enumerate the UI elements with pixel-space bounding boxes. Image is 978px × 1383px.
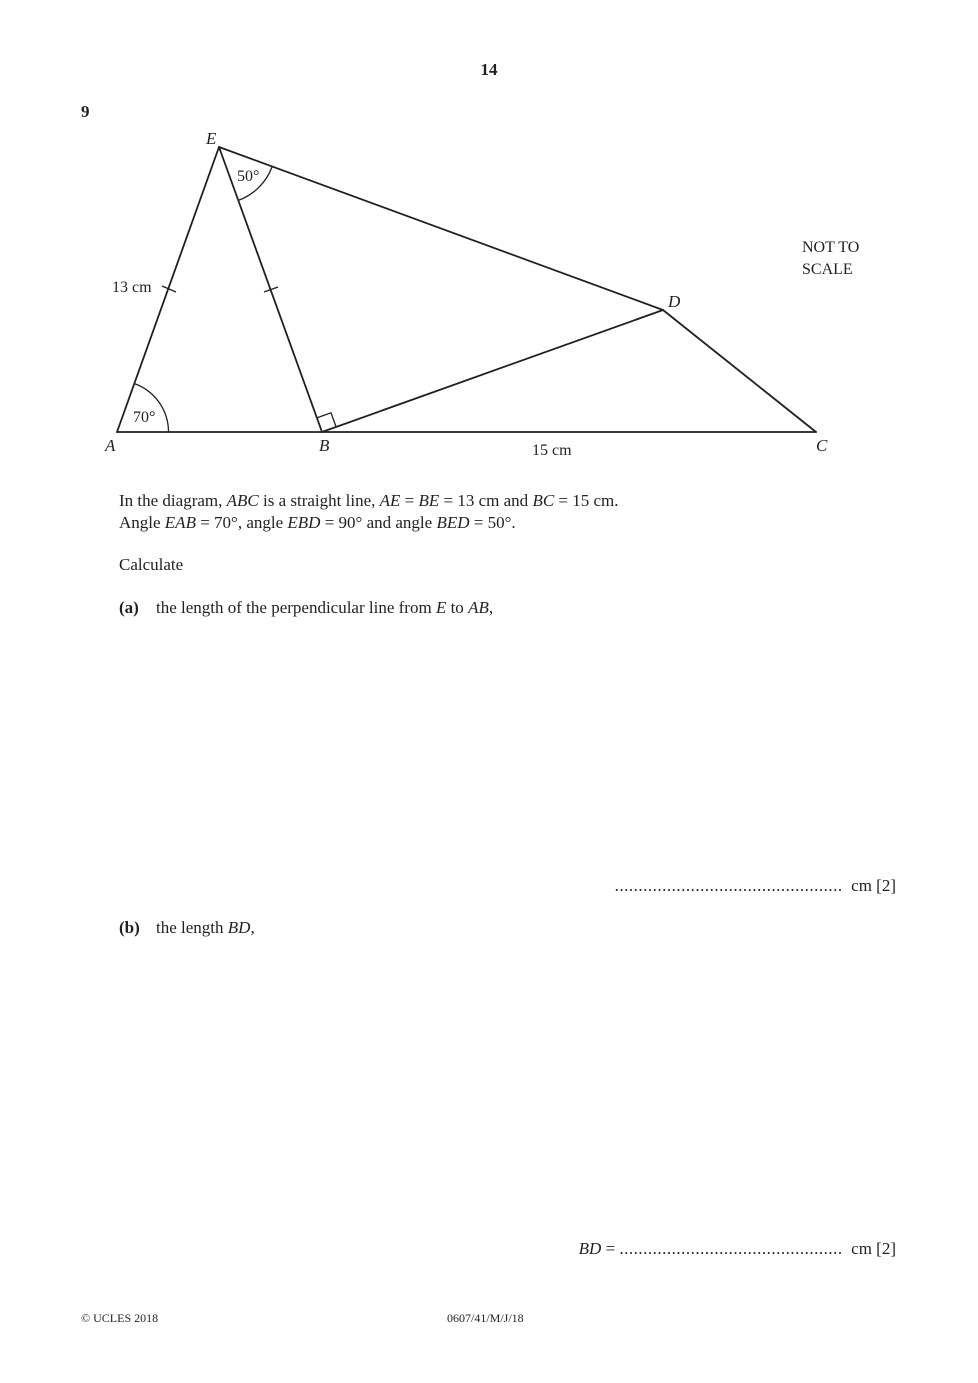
footer-paper-code: 0607/41/M/J/18 xyxy=(447,1311,524,1325)
side-label-ae: 13 cm xyxy=(112,279,152,296)
calculate-instruction: Calculate xyxy=(119,555,184,574)
part-b-answer-prefix: BD xyxy=(578,1239,602,1258)
vertex-label-c: C xyxy=(816,436,828,455)
not-to-scale-line1: NOT TO xyxy=(802,239,860,256)
side-label-bc: 15 cm xyxy=(532,442,572,459)
part-b-question: (b) the length BD, xyxy=(119,918,255,937)
part-b-answer-line[interactable]: BD = ............................................... cm [2] xyxy=(578,1239,896,1258)
line-bd xyxy=(322,310,663,432)
part-b-label: (b) xyxy=(119,918,140,937)
line-dc xyxy=(663,310,816,432)
part-a-answer-dots[interactable]: ................................................ xyxy=(614,876,843,895)
line-ed xyxy=(219,147,663,310)
angle-label-e: 50° xyxy=(237,168,260,185)
angle-label-a: 70° xyxy=(133,409,156,426)
part-a-answer-line[interactable] xyxy=(615,875,896,897)
vertex-label-e: E xyxy=(206,129,217,148)
part-a-answer-unit: cm [2] xyxy=(851,876,896,895)
vertex-label-a: A xyxy=(105,436,116,455)
part-a-label: (a) xyxy=(119,598,139,617)
geometry-diagram xyxy=(0,0,978,470)
page-number: 14 xyxy=(480,60,498,79)
stem-line-1: In the diagram, ABC is a straight line, AE = BE = 13 cm and BC = 15 cm. xyxy=(119,491,619,510)
question-number: 9 xyxy=(81,102,90,121)
part-b-answer-unit: cm [2] xyxy=(851,1239,896,1258)
part-b-answer-dots[interactable]: ............................................... xyxy=(619,1239,843,1258)
vertex-label-b: B xyxy=(319,436,330,455)
vertex-label-d: D xyxy=(668,292,681,311)
footer-copyright: © UCLES 2018 xyxy=(81,1311,159,1325)
part-a-question: (a) the length of the perpendicular line from E to AB, xyxy=(119,598,494,617)
not-to-scale-line2: SCALE xyxy=(802,261,853,278)
stem-line-2: Angle EAB = 70°, angle EBD = 90° and angle BED = 50°. xyxy=(119,513,516,532)
question-stem xyxy=(119,490,619,534)
